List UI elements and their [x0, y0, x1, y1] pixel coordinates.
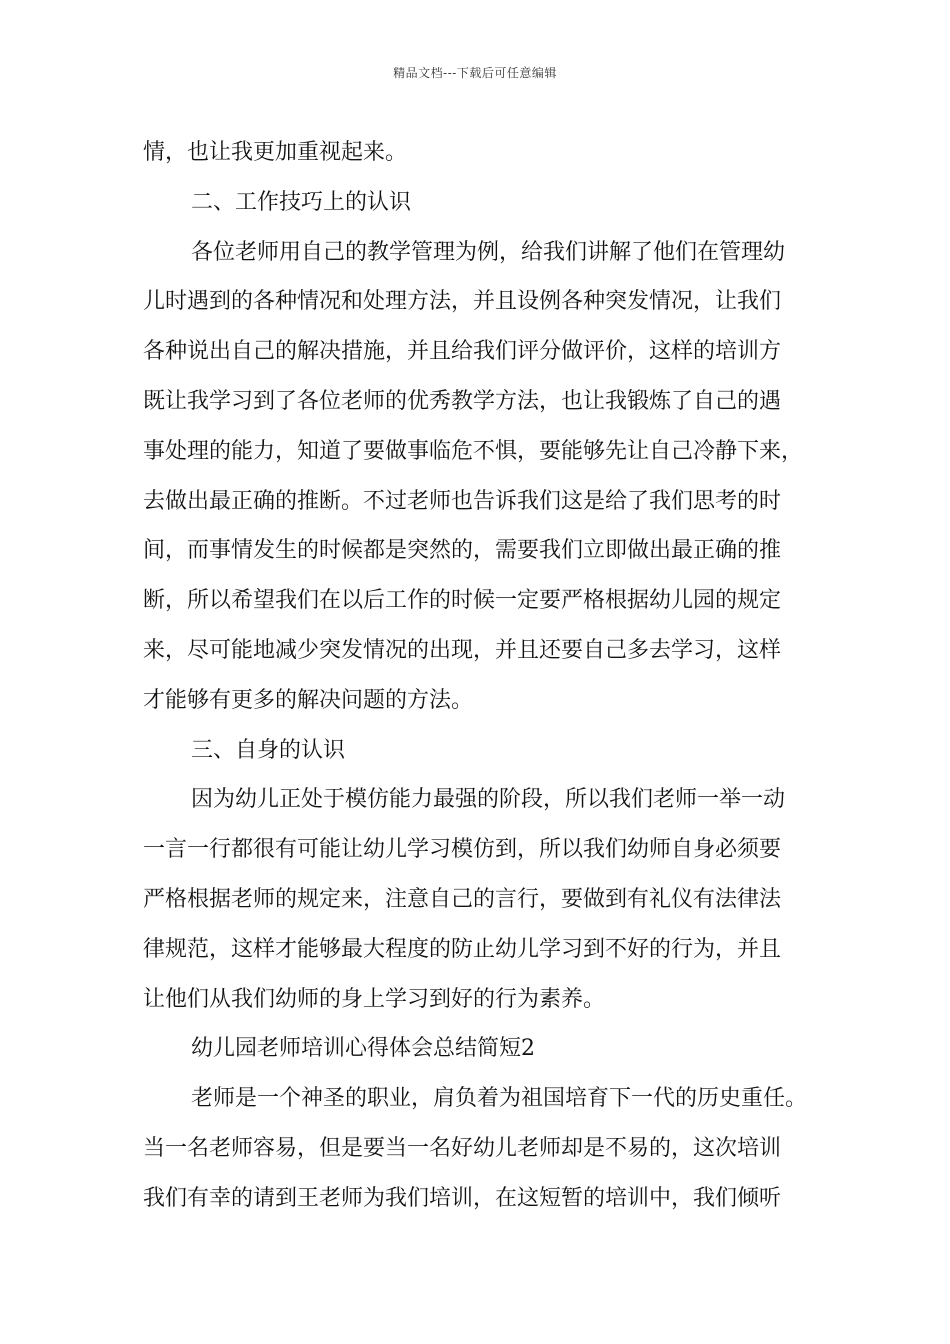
text-line: 来，尽可能地减少突发情况的出现，并且还要自己多去学习，这样	[143, 637, 782, 663]
document-body	[143, 128, 833, 1224]
section-heading: 三、自身的认识	[191, 737, 346, 763]
text-line: 律规范，这样才能够最大程度的防止幼儿学习到不好的行为，并且	[143, 936, 782, 962]
text-line: 儿时遇到的各种情况和处理方法，并且设例各种突发情况，让我们	[143, 289, 782, 315]
text-line: 让他们从我们幼师的身上学习到好的行为素养。	[143, 986, 606, 1012]
text-line: 一言一行都很有可能让幼儿学习模仿到，所以我们幼师自身必须要	[143, 837, 782, 863]
article-title: 幼儿园老师培训心得体会总结简短2	[191, 1036, 535, 1062]
text-line: 间，而事情发生的时候都是突然的，需要我们立即做出最正确的推	[143, 538, 782, 564]
text-line: 因为幼儿正处于模仿能力最强的阶段，所以我们老师一举一动	[191, 787, 786, 813]
text-line: 老师是一个神圣的职业，肩负着为祖国培育下一代的历史重任。	[191, 1086, 808, 1112]
text-line: 当一名老师容易，但是要当一名好幼儿老师却是不易的，这次培训	[143, 1135, 782, 1161]
text-line: 断，所以希望我们在以后工作的时候一定要严格根据幼儿园的规定	[143, 588, 782, 614]
text-line: 我们有幸的请到王老师为我们培训，在这短暂的培训中，我们倾听	[143, 1185, 782, 1211]
text-line: 严格根据老师的规定来，注意自己的言行，要做到有礼仪有法律法	[143, 886, 782, 912]
text-line: 既让我学习到了各位老师的优秀教学方法，也让我锻炼了自己的遇	[143, 388, 782, 414]
text-line: 事处理的能力，知道了要做事临危不惧，要能够先让自己冷静下来，	[143, 438, 804, 464]
text-line: 各种说出自己的解决措施，并且给我们评分做评价，这样的培训方	[143, 339, 782, 365]
text-line: 各位老师用自己的教学管理为例，给我们讲解了他们在管理幼	[191, 239, 786, 265]
section-heading: 二、工作技巧上的认识	[191, 189, 412, 215]
text-line: 去做出最正确的推断。不过老师也告诉我们这是给了我们思考的时	[143, 488, 782, 514]
page-header: 精品文档---下载后可任意编辑	[393, 66, 557, 80]
text-line: 情，也让我更加重视起来。	[143, 140, 408, 165]
text-line: 才能够有更多的解决问题的方法。	[143, 687, 474, 713]
